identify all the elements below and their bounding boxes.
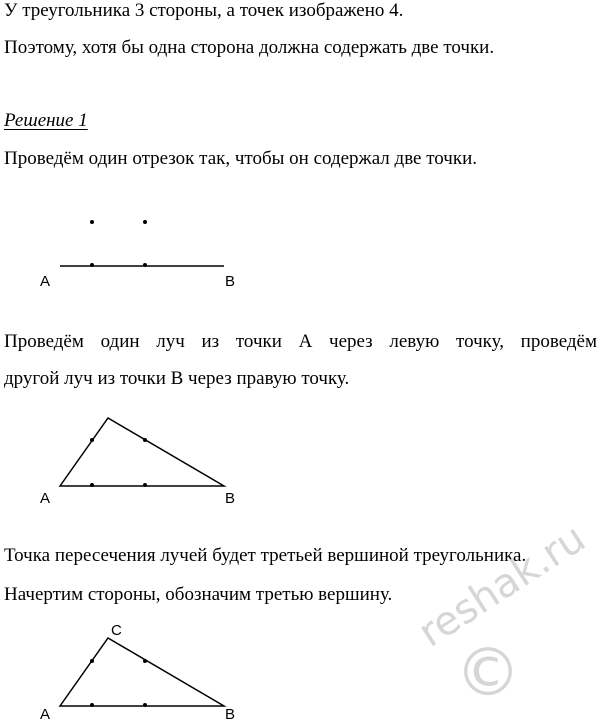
point-on-side-ab-right — [143, 703, 147, 707]
text-line-4: Проведём один луч из точки А через левую точку, проведём — [4, 331, 597, 352]
label-b: В — [225, 273, 236, 290]
text-line-5: другой луч из точки В через правую точку. — [4, 368, 350, 389]
point-on-side-bc — [143, 659, 147, 663]
point-on-side-ac — [90, 659, 94, 663]
watermark-copyright-icon: © — [455, 634, 521, 711]
label-b: В — [225, 706, 236, 720]
text-line-1: У треугольника 3 стороны, а точек изображено 4. — [4, 0, 404, 21]
text-line-2: Поэтому, хотя бы одна сторона должна содержать две точки. — [4, 37, 495, 58]
triangle-abc — [60, 638, 224, 706]
point-on-base-right — [143, 483, 147, 487]
label-b: В — [225, 490, 236, 507]
label-a: А — [40, 706, 51, 720]
text-line-3: Проведём один отрезок так, чтобы он содержал две точки. — [4, 148, 477, 169]
point-on-segment-left — [90, 263, 94, 267]
text-line-7: Начертим стороны, обозначим третью вершину. — [4, 584, 393, 605]
point-top-left — [90, 220, 94, 224]
point-on-segment-right — [143, 263, 147, 267]
point-on-ray-a — [90, 438, 94, 442]
label-c: С — [111, 622, 122, 639]
label-a: А — [40, 273, 51, 290]
figure-rays — [0, 410, 603, 510]
figure-segment — [0, 200, 603, 300]
point-on-side-ab-left — [90, 703, 94, 707]
label-a: А — [40, 490, 51, 507]
point-on-ray-b — [143, 438, 147, 442]
figure-triangle — [0, 620, 603, 720]
watermark-site-text: reshak.ru — [410, 515, 594, 657]
text-line-6: Точка пересечения лучей будет третьей вершиной треугольника. — [4, 545, 527, 566]
triangle-rays — [60, 418, 224, 486]
point-on-base-left — [90, 483, 94, 487]
solution-heading: Решение 1 — [4, 110, 88, 131]
point-top-right — [143, 220, 147, 224]
